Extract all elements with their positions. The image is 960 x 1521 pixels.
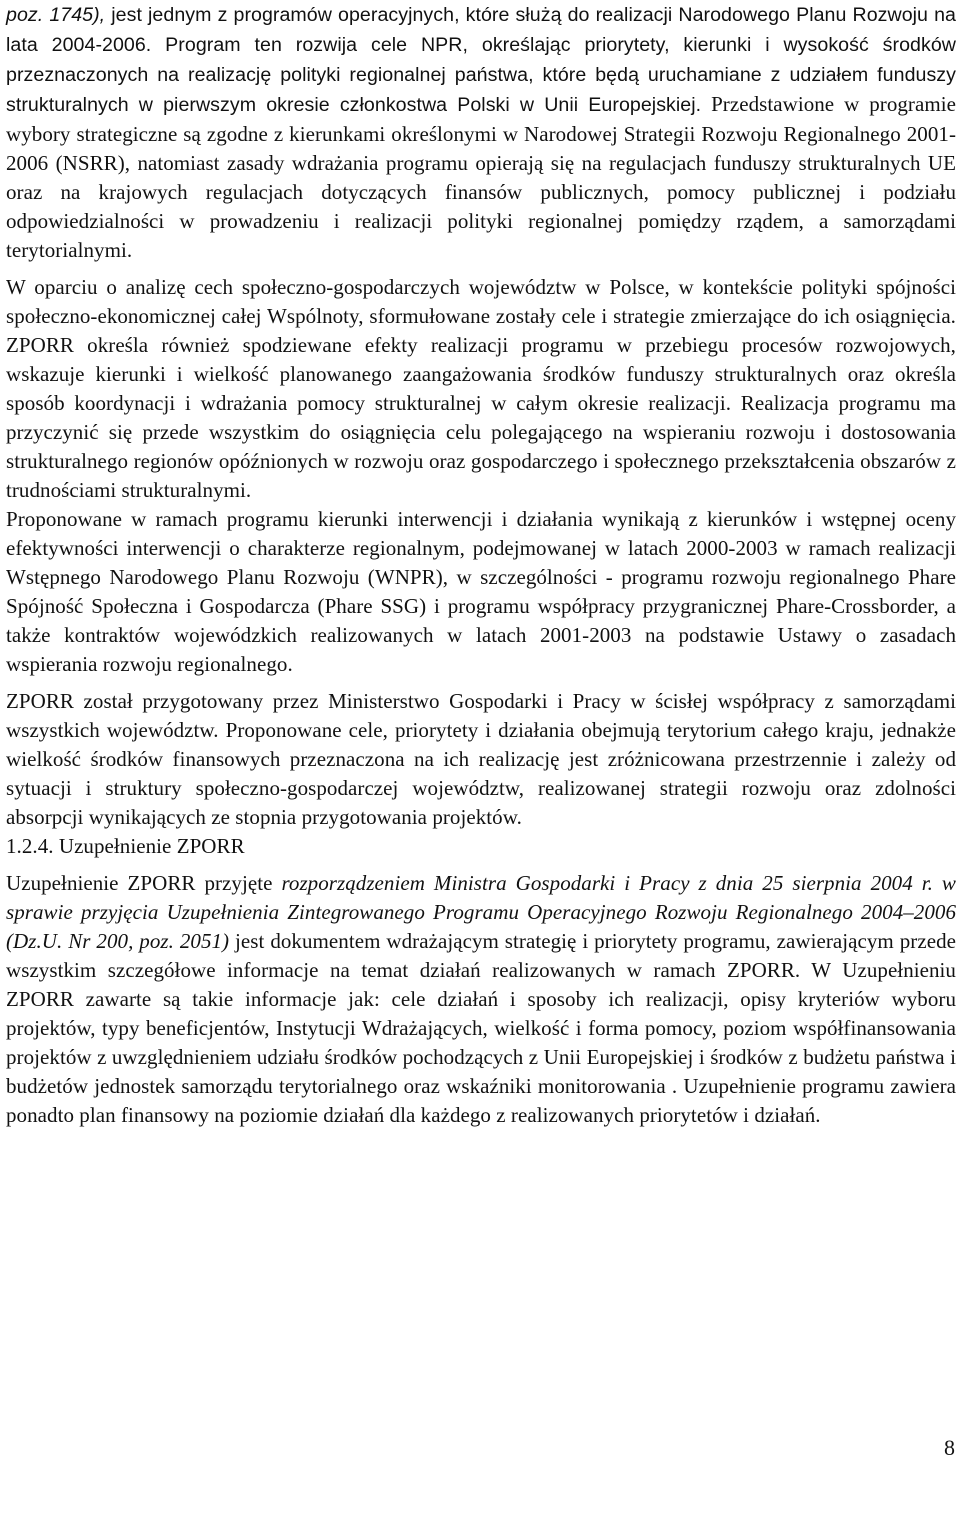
section-heading: 1.2.4. Uzupełnienie ZPORR [6, 834, 245, 858]
supplement-details: jest dokumentem wdrażającym strategię i priorytety programu, zawierającym przede wszystkim szczegółowe informacje na temat działań realizowanych w ramach ZPORR. W Uzupełnieniu ZPORR zawarte są takie informacje jak: cele działań i sposoby ich realizacji, opisy kryteriów wyboru projektów, typy beneficjentów, Instytucji Wdrażających, wielkość i forma pomocy, poziom współfinansowania projektów z uwzględnieniem udziału środków pochodzących z Unii Europejskiej i środków z budżetu państwa i budżetów jednostek samorządu terytorialnego oraz wskaźniki monitorowania . Uzupełnienie programu zawiera ponadto plan finansowy na poziomie działań dla każdego z realizowanych priorytetów i działań. [6, 929, 957, 1127]
regulation-reference: rozporządzeniem Ministra Gospodarki i Pracy z dnia 25 sierpnia 2004 r. w sprawie przyjęcia Uzupełnienia Zintegrowanego Programu Operacyjnego Rozwoju Regionalnego 2004–2006 (Dz.U. Nr 200, poz. 2051) [6, 871, 956, 953]
paragraph-npr-context [6, 0, 956, 265]
paragraph-supplement [6, 869, 956, 1130]
page-number: 8 [944, 1435, 955, 1460]
paragraph-intervention-directions: Proponowane w ramach programu kierunki interwencji i działania wynikają z kierunków i wstępnej oceny efektywności interwencji o charakterze regionalnym, podejmowanej w latach 2000-2003 w ramach realizacji Wstępnego Narodowego Planu Rozwoju (WNPR), w szczególności - programu rozwoju regionalnego Phare Spójność Społeczna i Gospodarcza (Phare SSG) i programu współpracy przygranicznej Phare-Crossborder, a także kontraktów wojewódzkich realizowanych w latach 2001-2003 na podstawie Ustawy o zasadach wspierania rozwoju regionalnego. [6, 507, 956, 676]
paragraph-preparation: ZPORR został przygotowany przez Ministerstwo Gospodarki i Pracy w ścisłej współpracy z samorządami wszystkich województw. Proponowane cele, priorytety i działania obejmują terytorium całego kraju, jednakże wielkość środków finansowych przeznaczona na ich realizację jest zróżnicowana przestrzennie i zależy od sytuacji i struktury społeczno-gospodarczej województw, realizowanej strategii rozwoju oraz zdolności absorpcji wynikających ze stopnia przygotowania projektów. [6, 689, 956, 829]
document-page [6, 0, 956, 1130]
strategy-sentences: Przedstawione w programie wybory strategiczne są zgodne z kierunkami określonymi w Narodowej Strategii Rozwoju Regionalnego 2001-2006 (NSRR), natomiast zasady wdrażania programu opierają się na regulacjach funduszy strukturalnych UE oraz na krajowych regulacjach dotyczących finansów publicznych, pomocy publicznej i podziału odpowiedzialności w prowadzeniu i realizacji polityki regionalnej pomiędzy rządem, a samorządami terytorialnymi. [6, 92, 956, 262]
reference-fragment: poz. 1745), jest jednym z programów operacyjnych, które służą do realizacji Narodowego Planu Rozwoju na lata 2004-2006. Program ten rozwija cele NPR, określając priorytety, kierunki i wysokość środków przeznaczonych na realizację polityki regionalnej państwa, które będą uruchamiane z udziałem funduszy strukturalnych w pierwszym okresie członkostwa Polski w Unii Europejskiej. [6, 4, 956, 116]
paragraph-analysis: W oparciu o analizę cech społeczno-gospodarczych województw w Polsce, w kontekście polityki spójności społeczno-ekonomicznej całej Wspólnoty, sformułowane zostały cele i strategie zmierzające do ich osiągnięcia. ZPORR określa również spodziewane efekty realizacji programu w przebiegu procesów rozwojowych, wskazuje kierunki i wielkość planowanego zaangażowania środków funduszy strukturalnych oraz określa sposób koordynacji i wdrażania pomocy strukturalnej w całym okresie realizacji. Realizacja programu ma przyczynić się przede wszystkim do osiągnięcia celu polegającego na wspieraniu rozwoju i dostosowania strukturalnego regionów opóźnionych w rozwoju oraz gospodarczego i społecznego przekształcenia obszarów z trudnościami strukturalnymi. [6, 275, 956, 502]
supplement-intro: Uzupełnienie ZPORR przyjęte [6, 871, 282, 895]
